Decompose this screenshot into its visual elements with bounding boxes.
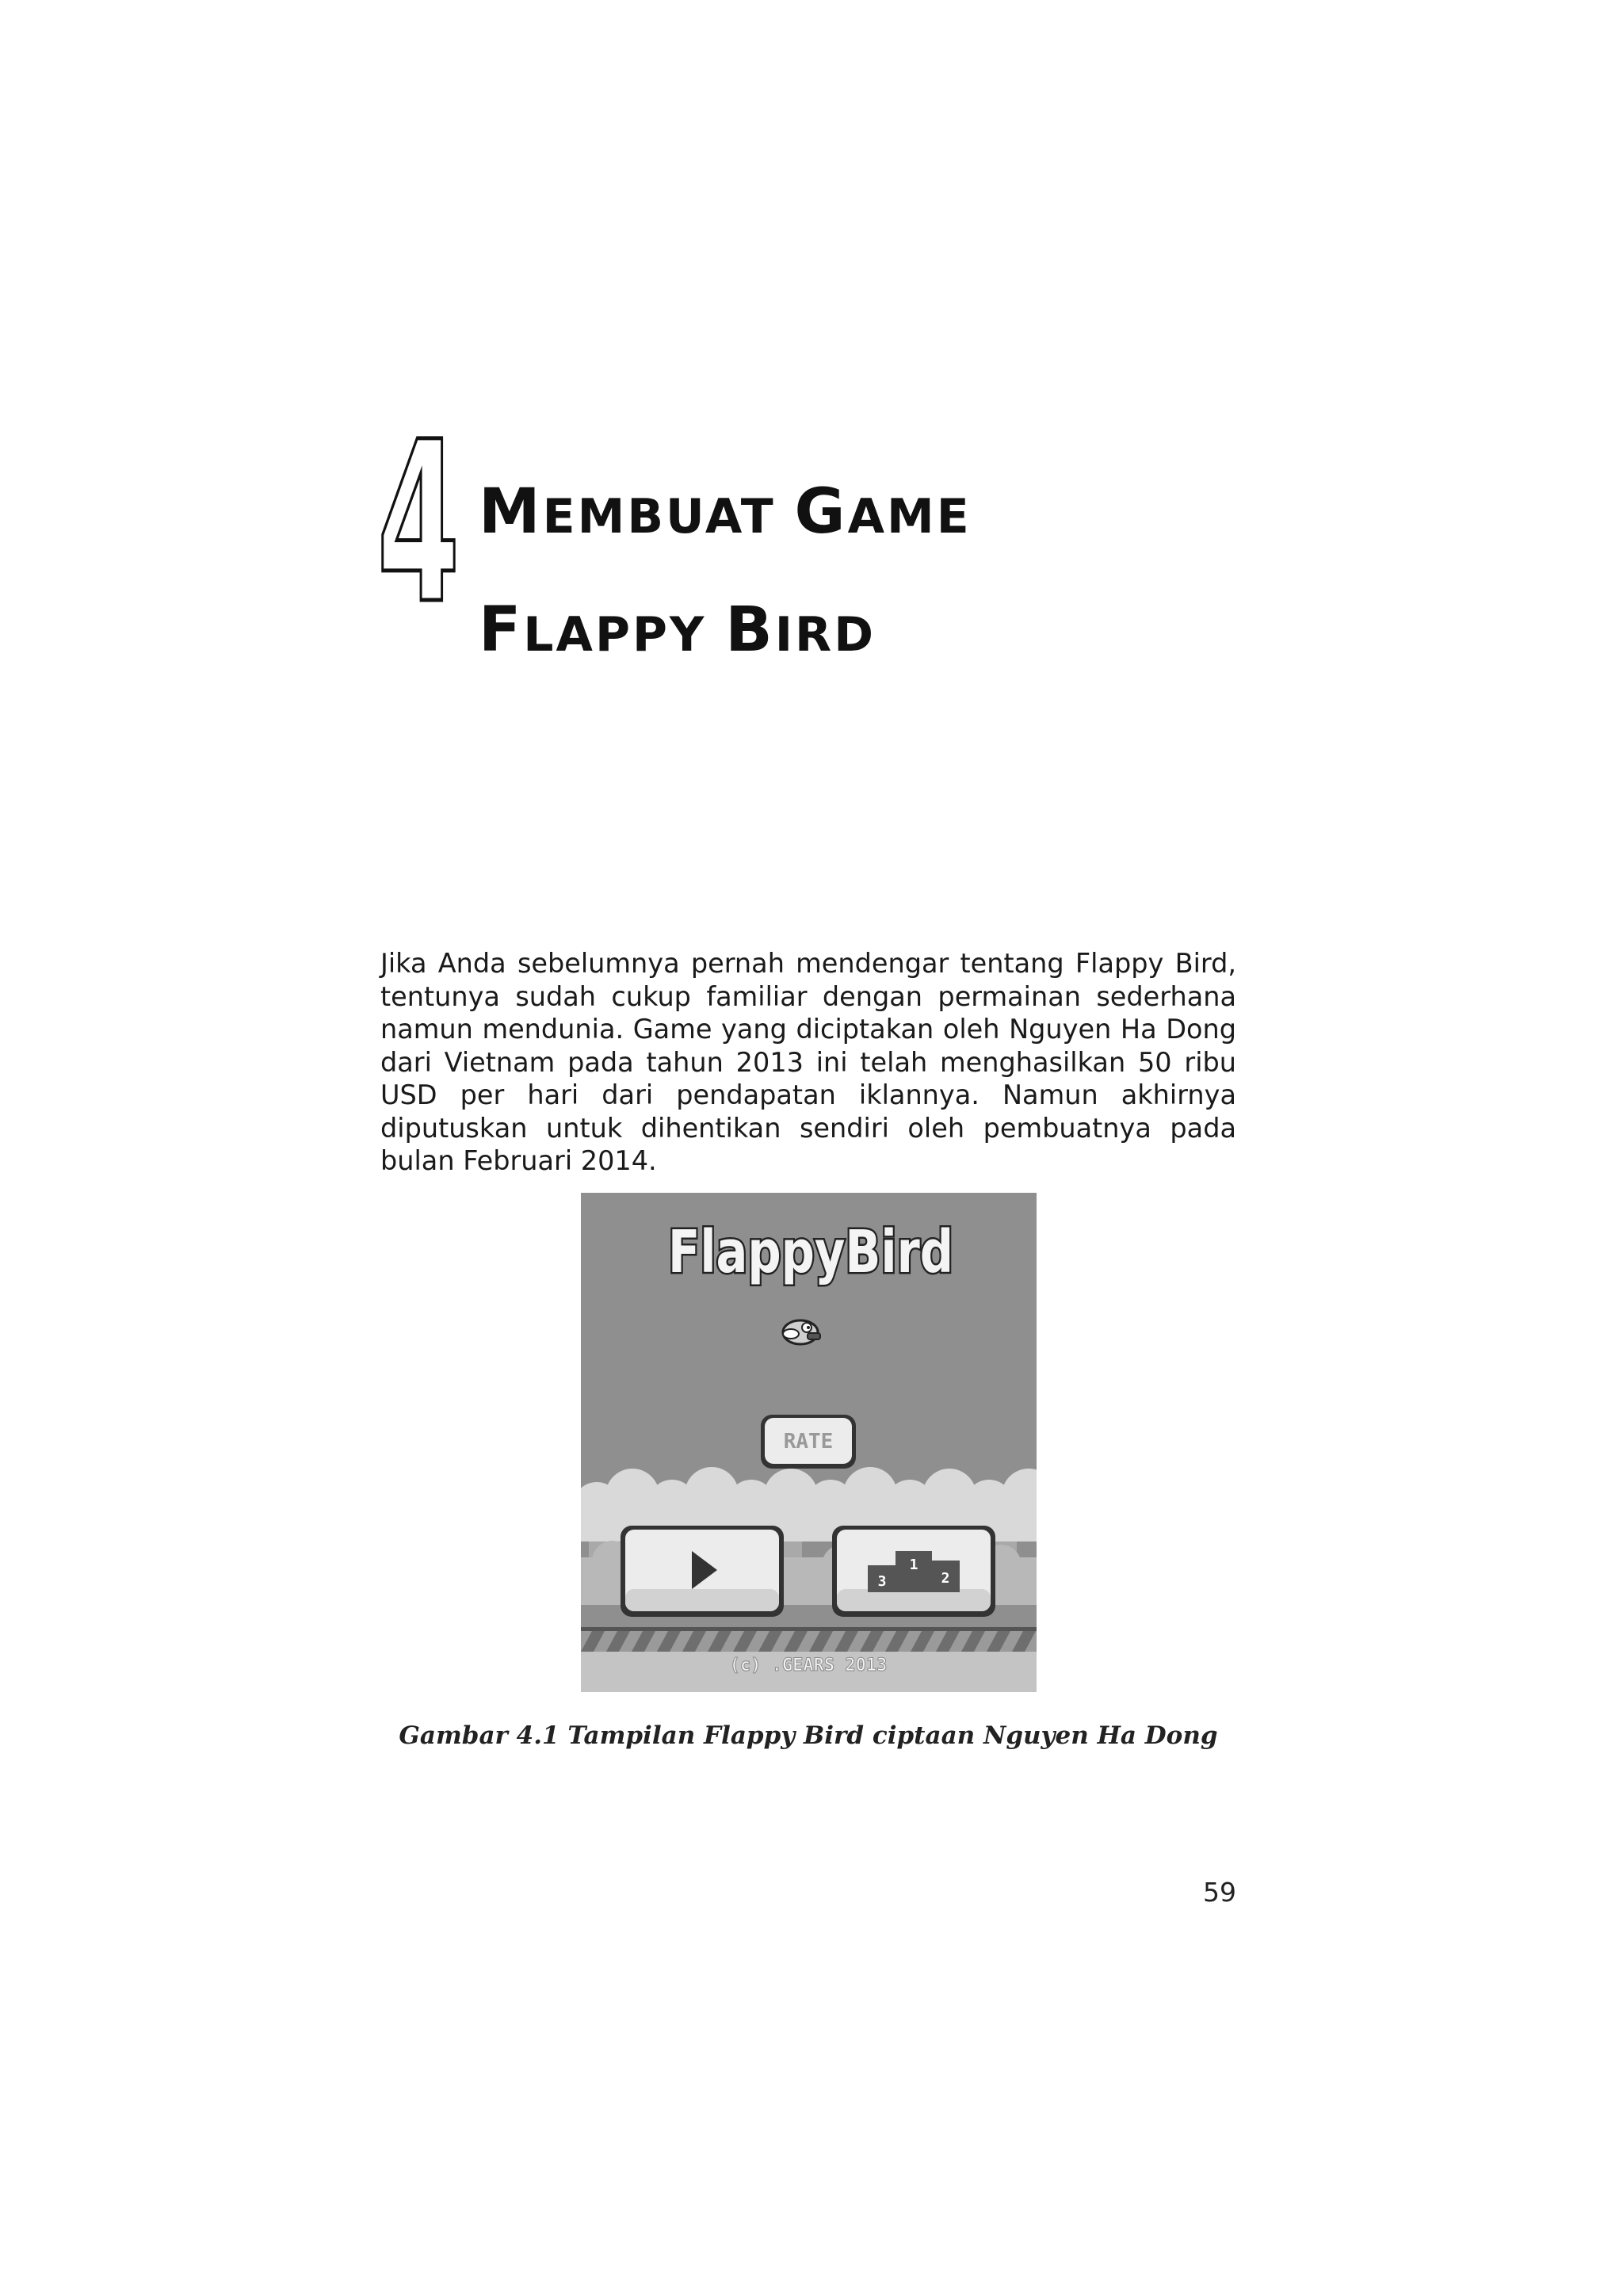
bird-icon <box>783 1320 820 1344</box>
svg-text:3: 3 <box>877 1573 887 1590</box>
chapter-number <box>374 432 463 606</box>
page-number: 59 <box>1203 1877 1236 1908</box>
rate-label: RATE <box>783 1430 834 1454</box>
chapter-number-text: 4 <box>377 432 460 606</box>
flappy-bird-logo: FlappyBird <box>668 1218 953 1286</box>
rate-button[interactable] <box>761 1415 856 1469</box>
chapter-title-line-2: FLAPPY BIRD <box>479 594 876 666</box>
flappy-bird-screenshot <box>581 1193 1037 1692</box>
chapter-title <box>479 461 972 697</box>
svg-text:2: 2 <box>941 1570 950 1587</box>
figure-caption: Gambar 4.1 Tampilan Flappy Bird ciptaan Nguyen Ha Dong <box>399 1721 1218 1750</box>
leaderboard-button[interactable] <box>832 1526 995 1617</box>
chapter-title-line-1: MEMBUAT GAME <box>479 476 972 548</box>
play-button[interactable] <box>621 1526 784 1617</box>
intro-paragraph: Jika Anda sebelumnya pernah mendengar tentang Flappy Bird, tentunya sudah cukup familiar dengan permainan sederhana namun mendunia. Game yang diciptakan oleh Nguyen Ha Dong dari Vietnam pada tahun 2013 ini telah menghasilkan 50 ribu USD per hari dari pendapatan iklannya. Namun akhirnya diputuskan untuk dihentikan sendiri oleh pembuatnya pada bulan Februari 2014. <box>380 948 1236 1176</box>
svg-text:1: 1 <box>909 1557 918 1573</box>
copyright-text: (c) .GEARS 2013 <box>729 1656 888 1675</box>
ground-stripe <box>581 1631 1037 1652</box>
